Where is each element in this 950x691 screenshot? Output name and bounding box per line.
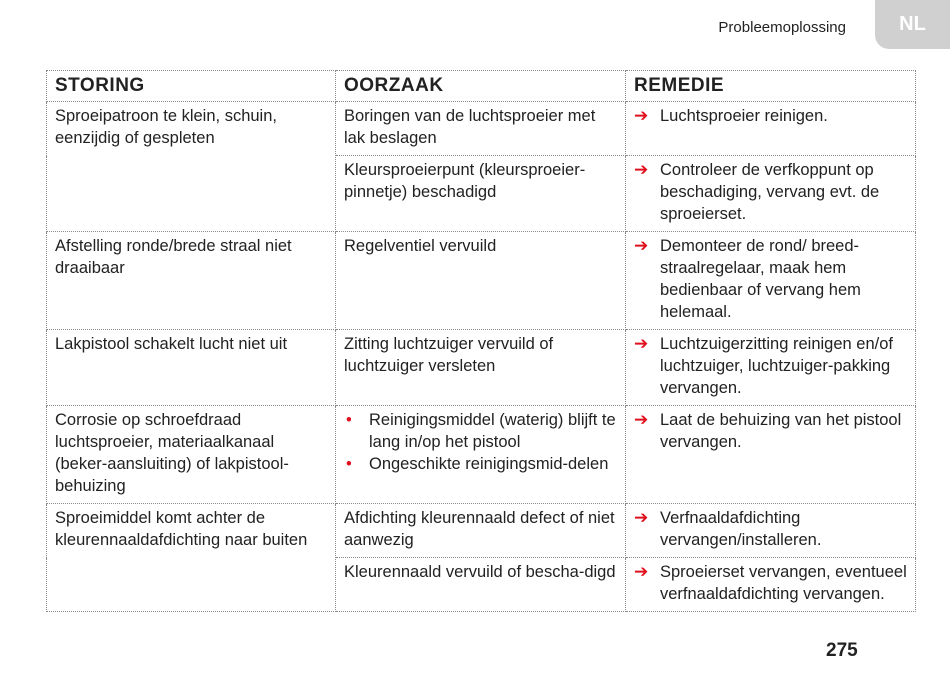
arrow-right-icon: ➔ bbox=[634, 508, 649, 527]
arrow-right-icon: ➔ bbox=[634, 160, 649, 179]
table-row bbox=[47, 330, 916, 406]
remedy-cell bbox=[626, 504, 916, 558]
table-row bbox=[47, 232, 916, 330]
fault-cell: Sproeipatroon te klein, schuin, eenzijdig of gespleten bbox=[47, 102, 336, 232]
remedy-text: Luchtsproeier reinigen. bbox=[660, 107, 828, 125]
arrow-right-icon: ➔ bbox=[634, 562, 649, 581]
remedy-cell bbox=[626, 232, 916, 330]
remedy-text: Controleer de verfkoppunt op beschadiging, vervang evt. de sproeierset. bbox=[660, 161, 880, 223]
table-row bbox=[47, 406, 916, 504]
remedy-text: Demonteer de rond/ breed-straalregelaar, maak hem bedienbaar of vervang hem helemaal. bbox=[660, 237, 861, 321]
troubleshooting-table bbox=[46, 70, 916, 612]
language-tab: NL bbox=[875, 0, 950, 49]
remedy-text: Verfnaaldafdichting vervangen/installeren. bbox=[660, 509, 822, 549]
cause-cell bbox=[336, 406, 626, 504]
remedy-cell bbox=[626, 330, 916, 406]
cause-cell: Afdichting kleurennaald defect of niet aanwezig bbox=[336, 504, 626, 558]
cause-cell: Boringen van de luchtsproeier met lak beslagen bbox=[336, 102, 626, 156]
remedy-cell bbox=[626, 102, 916, 156]
list-item bbox=[344, 453, 617, 475]
fault-cell: Sproeimiddel komt achter de kleurennaaldafdichting naar buiten bbox=[47, 504, 336, 612]
page-number: 275 bbox=[826, 640, 858, 661]
remedy-text: Luchtzuigerzitting reinigen en/of luchtzuiger, luchtzuiger-pakking vervangen. bbox=[660, 335, 893, 397]
cause-list bbox=[344, 409, 617, 475]
arrow-right-icon: ➔ bbox=[634, 106, 649, 125]
remedy-text: Laat de behuizing van het pistool vervangen. bbox=[660, 411, 902, 451]
table-header-row bbox=[47, 71, 916, 102]
remedy-cell bbox=[626, 156, 916, 232]
table-row bbox=[47, 102, 916, 156]
remedy-cell bbox=[626, 558, 916, 612]
bullet-icon: • bbox=[346, 455, 352, 473]
arrow-right-icon: ➔ bbox=[634, 334, 649, 353]
table-row bbox=[47, 504, 916, 558]
bullet-icon: • bbox=[346, 411, 352, 429]
fault-cell: Afstelling ronde/brede straal niet draaibaar bbox=[47, 232, 336, 330]
cause-cell: Zitting luchtzuiger vervuild of luchtzuiger versleten bbox=[336, 330, 626, 406]
header-remedie: REMEDIE bbox=[626, 71, 916, 102]
header-storing: STORING bbox=[47, 71, 336, 102]
arrow-right-icon: ➔ bbox=[634, 236, 649, 255]
arrow-right-icon: ➔ bbox=[634, 410, 649, 429]
cause-cell: Regelventiel vervuild bbox=[336, 232, 626, 330]
cause-text: Reinigingsmiddel (waterig) blijft te lang in/op het pistool bbox=[369, 411, 616, 451]
remedy-text: Sproeierset vervangen, eventueel verfnaaldafdichting vervangen. bbox=[660, 563, 907, 603]
cause-text: Ongeschikte reinigingsmid-delen bbox=[369, 455, 609, 473]
fault-cell: Lakpistool schakelt lucht niet uit bbox=[47, 330, 336, 406]
section-title: Probleemoplossing bbox=[718, 19, 846, 36]
fault-cell: Corrosie op schroefdraad luchtsproeier, materiaalkanaal (beker-aansluiting) of lakpistool-behuizing bbox=[47, 406, 336, 504]
cause-cell: Kleursproeierpunt (kleursproeier-pinnetje) beschadigd bbox=[336, 156, 626, 232]
list-item bbox=[344, 409, 617, 453]
remedy-cell bbox=[626, 406, 916, 504]
cause-cell: Kleurennaald vervuild of bescha-digd bbox=[336, 558, 626, 612]
header-oorzaak: OORZAAK bbox=[336, 71, 626, 102]
